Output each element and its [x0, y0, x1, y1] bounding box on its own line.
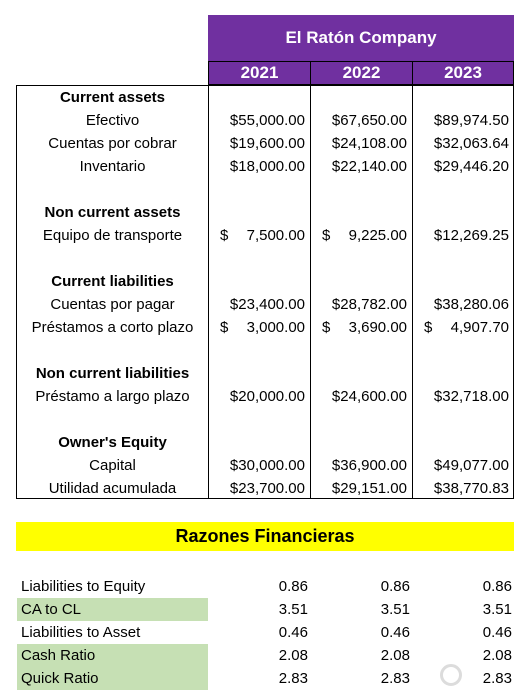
amount-text: 3,690.00: [348, 319, 407, 336]
amount-cell: [412, 132, 514, 155]
amount-cell: [208, 454, 310, 477]
row-label: Cuentas por cobrar: [48, 135, 177, 152]
amount-cell: [208, 316, 310, 339]
ratio-label: Quick Ratio: [17, 667, 208, 690]
ratio-value: 2.08: [380, 647, 410, 664]
amount-cell: [208, 385, 310, 408]
section-heading: Current liabilities: [51, 273, 174, 290]
amount-text: $18,000.00: [229, 158, 305, 175]
amount-cell: [310, 385, 412, 408]
amount-text: 4,907.70: [450, 319, 509, 336]
amount-cell: [208, 109, 310, 132]
amount-text: $36,900.00: [331, 457, 407, 474]
amount-text: $24,108.00: [331, 135, 407, 152]
ratio-value: 2.08: [482, 647, 512, 664]
currency-sign: $: [220, 227, 229, 244]
ratio-value: 2.83: [482, 670, 512, 687]
section-heading: Owner's Equity: [58, 434, 167, 451]
row-label: Equipo de transporte: [42, 227, 183, 244]
amount-text: $29,151.00: [331, 480, 407, 497]
amount-text: $19,600.00: [229, 135, 305, 152]
amount-cell: [310, 109, 412, 132]
amount-text: $55,000.00: [229, 112, 305, 129]
year-header-2023: 2023: [412, 61, 514, 85]
amount-text: $24,600.00: [331, 388, 407, 405]
amount-cell: [412, 454, 514, 477]
currency-sign: $: [220, 319, 229, 336]
company-title: El Ratón Company: [208, 15, 514, 61]
row-label: Préstamos a corto plazo: [31, 319, 194, 336]
row-label: Préstamo a largo plazo: [35, 388, 190, 405]
amount-cell: [412, 316, 514, 339]
amount-text: $32,718.00: [433, 388, 509, 405]
row-label: Utilidad acumulada: [48, 480, 177, 497]
amount-cell: [310, 224, 412, 247]
amount-text: $22,140.00: [331, 158, 407, 175]
currency-sign: $: [322, 319, 331, 336]
amount-text: $49,077.00: [433, 457, 509, 474]
section-heading: Non current assets: [44, 204, 181, 221]
ratio-label: Liabilities to Equity: [21, 578, 146, 595]
amount-cell: [310, 454, 412, 477]
row-label: Capital: [89, 457, 136, 474]
amount-text: $23,400.00: [229, 296, 305, 313]
ratio-value: 3.51: [380, 601, 410, 618]
row-label: Cuentas por pagar: [50, 296, 175, 313]
amount-cell: [412, 385, 514, 408]
ratio-label: CA to CL: [17, 598, 208, 621]
amount-cell: [208, 155, 310, 178]
amount-cell: [412, 224, 514, 247]
row-label: Efectivo: [85, 112, 140, 129]
amount-text: 7,500.00: [246, 227, 305, 244]
amount-text: $89,974.50: [433, 112, 509, 129]
year-header-2021: 2021: [208, 61, 311, 85]
ratio-label: Cash Ratio: [17, 644, 208, 667]
ratio-value: 0.86: [482, 578, 512, 595]
amount-text: $30,000.00: [229, 457, 305, 474]
ratio-value: 0.46: [380, 624, 410, 641]
ratio-value: 2.83: [380, 670, 410, 687]
amount-cell: [310, 477, 412, 500]
ratio-value: 2.08: [278, 647, 308, 664]
amount-text: $28,782.00: [331, 296, 407, 313]
ratio-value: 0.46: [482, 624, 512, 641]
amount-cell: [208, 132, 310, 155]
section-heading: Non current liabilities: [35, 365, 190, 382]
amount-text: $20,000.00: [229, 388, 305, 405]
amount-text: $32,063.64: [433, 135, 509, 152]
ratio-value: 3.51: [278, 601, 308, 618]
amount-cell: [412, 293, 514, 316]
section-heading: Current assets: [59, 89, 166, 106]
year-header-2022: 2022: [310, 61, 413, 85]
ratio-value: 0.86: [380, 578, 410, 595]
ratios-title: Razones Financieras: [16, 522, 514, 551]
currency-sign: $: [322, 227, 331, 244]
currency-sign: $: [424, 319, 433, 336]
amount-text: $12,269.25: [433, 227, 509, 244]
amount-text: $38,280.06: [433, 296, 509, 313]
amount-text: 3,000.00: [246, 319, 305, 336]
amount-cell: [208, 477, 310, 500]
ratio-value: 3.51: [482, 601, 512, 618]
amount-cell: [310, 155, 412, 178]
amount-text: $67,650.00: [331, 112, 407, 129]
amount-cell: [412, 477, 514, 500]
ratio-value: 0.86: [278, 578, 308, 595]
amount-text: $38,770.83: [433, 480, 509, 497]
amount-cell: [310, 316, 412, 339]
row-label: Inventario: [79, 158, 146, 175]
amount-cell: [310, 132, 412, 155]
amount-cell: [310, 293, 412, 316]
amount-cell: [208, 293, 310, 316]
amount-cell: [412, 109, 514, 132]
watermark-logo: [440, 660, 520, 690]
ratio-value: 0.46: [278, 624, 308, 641]
ratio-label: Liabilities to Asset: [21, 624, 141, 641]
amount-text: 9,225.00: [348, 227, 407, 244]
ratio-value: 2.83: [278, 670, 308, 687]
amount-cell: [208, 224, 310, 247]
amount-cell: [412, 155, 514, 178]
amount-text: $29,446.20: [433, 158, 509, 175]
amount-text: $23,700.00: [229, 480, 305, 497]
platzi-logo-icon: [440, 664, 462, 686]
